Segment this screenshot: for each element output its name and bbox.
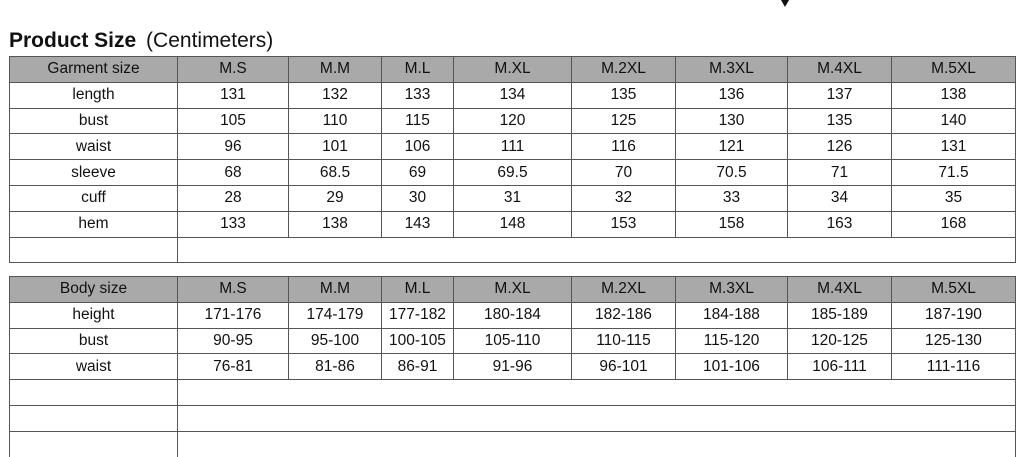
row-label-cell: height <box>10 302 178 328</box>
table-row <box>10 134 1016 160</box>
value-cell: 133 <box>178 211 289 237</box>
value-cell: 111-116 <box>892 354 1016 380</box>
empty-cell <box>178 380 1016 406</box>
body-header-row <box>10 277 1016 303</box>
table-row <box>10 211 1016 237</box>
value-cell: 120-125 <box>788 328 892 354</box>
size-header-cell: M.M <box>289 57 382 83</box>
value-cell: 69.5 <box>454 160 572 186</box>
value-cell: 143 <box>382 211 454 237</box>
table-row <box>10 354 1016 380</box>
value-cell: 125 <box>572 108 676 134</box>
value-cell: 135 <box>572 82 676 108</box>
table-row <box>10 328 1016 354</box>
value-cell: 133 <box>382 82 454 108</box>
table-row <box>10 405 1016 431</box>
size-header-cell: M.2XL <box>572 277 676 303</box>
size-header-cell: M.3XL <box>676 57 788 83</box>
value-cell: 180-184 <box>454 302 572 328</box>
value-cell: 28 <box>178 185 289 211</box>
size-header-cell: M.S <box>178 57 289 83</box>
row-label-cell: sleeve <box>10 160 178 186</box>
table-row <box>10 82 1016 108</box>
value-cell: 29 <box>289 185 382 211</box>
value-cell: 110 <box>289 108 382 134</box>
value-cell: 134 <box>454 82 572 108</box>
page-title <box>9 29 273 53</box>
value-cell: 158 <box>676 211 788 237</box>
value-cell: 153 <box>572 211 676 237</box>
empty-cell <box>10 237 178 263</box>
value-cell: 148 <box>454 211 572 237</box>
body-size-table <box>9 276 1016 457</box>
row-label-cell: waist <box>10 134 178 160</box>
size-header-cell: M.4XL <box>788 57 892 83</box>
row-label-cell: length <box>10 82 178 108</box>
empty-cell <box>10 431 178 457</box>
table-row <box>10 185 1016 211</box>
value-cell: 86-91 <box>382 354 454 380</box>
row-label-cell: cuff <box>10 185 178 211</box>
value-cell: 101-106 <box>676 354 788 380</box>
empty-cell <box>178 431 1016 457</box>
value-cell: 177-182 <box>382 302 454 328</box>
size-header-cell: M.XL <box>454 57 572 83</box>
garment-header-row <box>10 57 1016 83</box>
value-cell: 184-188 <box>676 302 788 328</box>
size-header-cell: M.S <box>178 277 289 303</box>
value-cell: 95-100 <box>289 328 382 354</box>
value-cell: 31 <box>454 185 572 211</box>
value-cell: 68 <box>178 160 289 186</box>
value-cell: 81-86 <box>289 354 382 380</box>
value-cell: 76-81 <box>178 354 289 380</box>
value-cell: 96 <box>178 134 289 160</box>
body-header-label: Body size <box>10 277 178 303</box>
size-header-cell: M.4XL <box>788 277 892 303</box>
value-cell: 100-105 <box>382 328 454 354</box>
value-cell: 138 <box>892 82 1016 108</box>
size-header-cell: M.XL <box>454 277 572 303</box>
partial-arrow-mark <box>781 0 789 7</box>
row-label-cell: bust <box>10 328 178 354</box>
value-cell: 115 <box>382 108 454 134</box>
garment-size-table <box>9 56 1016 263</box>
table-row <box>10 237 1016 263</box>
table-row <box>10 160 1016 186</box>
empty-cell <box>10 405 178 431</box>
size-header-cell: M.L <box>382 277 454 303</box>
value-cell: 182-186 <box>572 302 676 328</box>
value-cell: 33 <box>676 185 788 211</box>
value-cell: 35 <box>892 185 1016 211</box>
size-header-cell: M.3XL <box>676 277 788 303</box>
value-cell: 163 <box>788 211 892 237</box>
value-cell: 126 <box>788 134 892 160</box>
table-row <box>10 108 1016 134</box>
row-label-cell: bust <box>10 108 178 134</box>
empty-cell <box>178 405 1016 431</box>
value-cell: 174-179 <box>289 302 382 328</box>
value-cell: 116 <box>572 134 676 160</box>
value-cell: 70 <box>572 160 676 186</box>
value-cell: 131 <box>178 82 289 108</box>
value-cell: 90-95 <box>178 328 289 354</box>
value-cell: 120 <box>454 108 572 134</box>
value-cell: 69 <box>382 160 454 186</box>
size-header-cell: M.M <box>289 277 382 303</box>
value-cell: 68.5 <box>289 160 382 186</box>
size-header-cell: M.5XL <box>892 57 1016 83</box>
value-cell: 130 <box>676 108 788 134</box>
value-cell: 111 <box>454 134 572 160</box>
row-label-cell: hem <box>10 211 178 237</box>
value-cell: 131 <box>892 134 1016 160</box>
value-cell: 105-110 <box>454 328 572 354</box>
value-cell: 105 <box>178 108 289 134</box>
value-cell: 185-189 <box>788 302 892 328</box>
value-cell: 96-101 <box>572 354 676 380</box>
table-row <box>10 431 1016 457</box>
size-header-cell: M.5XL <box>892 277 1016 303</box>
garment-header-label: Garment size <box>10 57 178 83</box>
value-cell: 30 <box>382 185 454 211</box>
value-cell: 137 <box>788 82 892 108</box>
value-cell: 135 <box>788 108 892 134</box>
value-cell: 106 <box>382 134 454 160</box>
value-cell: 187-190 <box>892 302 1016 328</box>
value-cell: 71.5 <box>892 160 1016 186</box>
value-cell: 140 <box>892 108 1016 134</box>
value-cell: 91-96 <box>454 354 572 380</box>
table-row <box>10 380 1016 406</box>
value-cell: 34 <box>788 185 892 211</box>
value-cell: 115-120 <box>676 328 788 354</box>
size-header-cell: M.L <box>382 57 454 83</box>
value-cell: 106-111 <box>788 354 892 380</box>
value-cell: 168 <box>892 211 1016 237</box>
value-cell: 32 <box>572 185 676 211</box>
value-cell: 125-130 <box>892 328 1016 354</box>
empty-cell <box>10 380 178 406</box>
value-cell: 136 <box>676 82 788 108</box>
value-cell: 121 <box>676 134 788 160</box>
row-label-cell: waist <box>10 354 178 380</box>
value-cell: 171-176 <box>178 302 289 328</box>
value-cell: 71 <box>788 160 892 186</box>
value-cell: 70.5 <box>676 160 788 186</box>
value-cell: 138 <box>289 211 382 237</box>
size-header-cell: M.2XL <box>572 57 676 83</box>
value-cell: 132 <box>289 82 382 108</box>
table-row <box>10 302 1016 328</box>
title-unit: (Centimeters) <box>146 29 274 52</box>
title-main: Product Size <box>9 29 137 52</box>
value-cell: 110-115 <box>572 328 676 354</box>
value-cell: 101 <box>289 134 382 160</box>
empty-cell <box>178 237 1016 263</box>
